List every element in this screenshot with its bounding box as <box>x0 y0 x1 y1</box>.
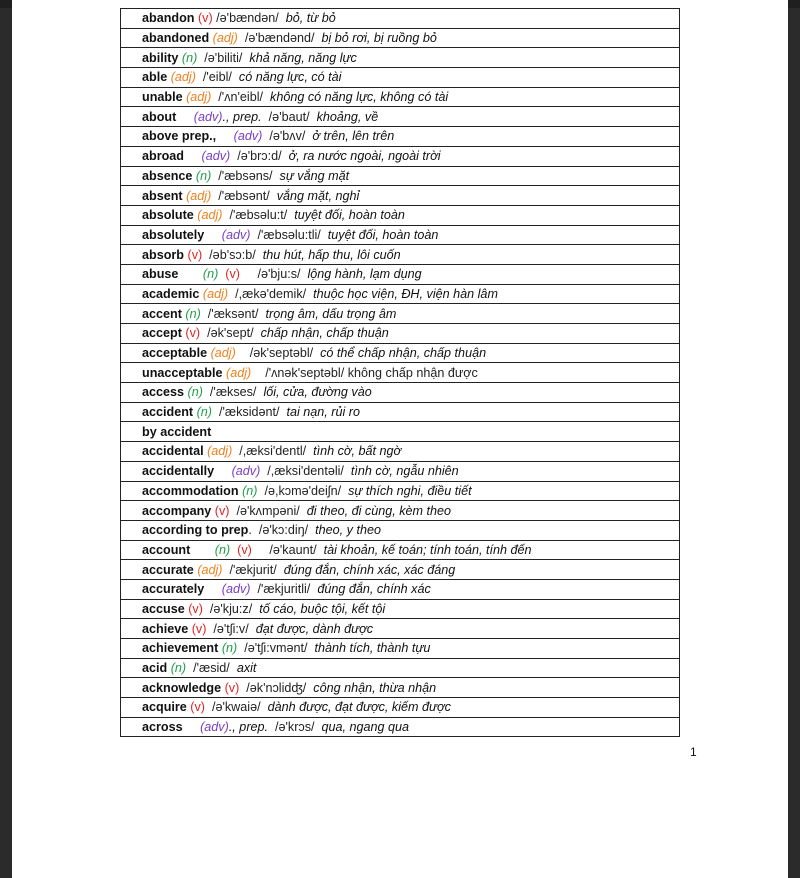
table-row <box>121 166 680 186</box>
meaning: đạt được, dành được <box>255 621 374 636</box>
table-row <box>121 9 680 29</box>
headword: about <box>142 109 180 124</box>
meaning: theo, y theo <box>315 523 381 538</box>
vocab-entry-cell <box>121 166 680 186</box>
pronunciation: /ə'brɔ:d/ <box>230 149 289 164</box>
headword: unacceptable <box>142 365 226 380</box>
pos-tag: (adv) <box>207 582 251 597</box>
meaning: tuyệt đối, hoàn toàn <box>327 227 439 242</box>
table-row <box>121 107 680 127</box>
page-number: 1 <box>690 745 697 759</box>
pronunciation: /'æsid/ <box>186 661 237 676</box>
headword: absorb <box>142 247 188 262</box>
pronunciation: /ə'kʌmpəni/ <box>229 503 307 518</box>
headword: accurate <box>142 562 198 577</box>
pronunciation: /ək'septəbl/ <box>235 346 321 361</box>
table-row <box>121 461 680 481</box>
meaning: đúng đắn, chính xác, xác đáng <box>283 562 456 577</box>
pronunciation: /'ækjuritli/ <box>250 582 318 597</box>
vocab-entry-cell <box>121 127 680 147</box>
meaning: bị bỏ rơi, bị ruồng bỏ <box>321 31 437 46</box>
pos-tag: (v) <box>188 601 203 616</box>
table-row <box>121 639 680 659</box>
table-row <box>121 264 680 284</box>
pronunciation: /'æksənt/ <box>200 306 266 321</box>
table-row <box>121 48 680 68</box>
vocab-entry-cell <box>121 383 680 403</box>
meaning: tố cáo, buộc tội, kết tội <box>259 601 386 616</box>
vocab-entry-cell <box>121 501 680 521</box>
table-row <box>121 540 680 560</box>
meaning: dành được, đạt được, kiếm được <box>267 700 451 715</box>
meaning: ở, ra nước ngoài, ngoài trời <box>288 149 441 164</box>
meaning: tai nạn, rủi ro <box>286 405 361 420</box>
pos-tag: (v) <box>224 680 240 695</box>
table-row <box>121 520 680 540</box>
pronunciation: /'ækses/ <box>202 385 264 400</box>
vocab-entry-cell <box>121 304 680 324</box>
meaning: trọng âm, dấu trọng âm <box>265 306 397 321</box>
pronunciation: /ə'bju:s/ <box>239 267 308 282</box>
pos-tag: (v) <box>185 326 201 341</box>
vocab-entry-cell <box>121 225 680 245</box>
headword: absence <box>142 168 196 183</box>
pos-tag: (adj) <box>186 188 212 203</box>
pronunciation: /'æbsəlu:t/ <box>222 208 295 223</box>
headword: abuse <box>142 267 182 282</box>
pos-tag: (v) <box>214 503 230 518</box>
table-row <box>121 28 680 48</box>
table-row <box>121 186 680 206</box>
table-row <box>121 698 680 718</box>
meaning: tuyệt đối, hoàn toàn <box>294 208 405 223</box>
vocab-entry-cell <box>121 9 680 29</box>
pronunciation: /'æbsəns/ <box>211 168 280 183</box>
vocab-entry-cell <box>121 402 680 422</box>
pronunciation: /,æksi'dentəli/ <box>260 464 351 479</box>
headword: able <box>142 70 171 85</box>
pos-tag: (n) <box>181 267 219 282</box>
meaning: sự vắng mặt <box>279 168 350 183</box>
headword: acquire <box>142 700 191 715</box>
meaning: công nhận, thừa nhận <box>313 680 437 695</box>
headword: access <box>142 385 188 400</box>
pos-tag: (adv) <box>186 720 229 735</box>
table-row <box>121 68 680 88</box>
pronunciation: /,ækə'demik/ <box>228 286 314 301</box>
pos-tag: (n) <box>185 306 201 321</box>
vocab-entry-cell <box>121 422 680 442</box>
pos-tag: (adv) <box>207 227 251 242</box>
headword: unable <box>142 90 187 105</box>
pos-tag: (adj) <box>202 286 229 301</box>
table-row <box>121 146 680 166</box>
headword: accidental <box>142 444 208 459</box>
table-row <box>121 324 680 344</box>
pos-tag: (adj) <box>197 562 223 577</box>
vocab-entry-cell <box>121 68 680 88</box>
pos-tag: (v) <box>197 11 213 26</box>
meaning: ., prep. <box>228 720 269 735</box>
vocab-entry-cell <box>121 540 680 560</box>
table-row <box>121 599 680 619</box>
headword: accept <box>142 326 186 341</box>
pronunciation: /ə'krɔs/ <box>268 720 322 735</box>
pos-tag: (adj) <box>226 365 252 380</box>
table-row <box>121 383 680 403</box>
headword: across <box>142 720 187 735</box>
pos-tag: (n) <box>187 385 203 400</box>
pos-tag: (n) <box>221 641 238 656</box>
headword: according to prep <box>142 523 249 538</box>
pos-tag: (adj) <box>212 31 238 46</box>
pos-tag: (adj) <box>207 444 233 459</box>
vocab-entry-cell <box>121 461 680 481</box>
vocab-entry-cell <box>121 619 680 639</box>
pos-tag: (v) <box>187 247 203 262</box>
meaning: tình cờ, bất ngờ <box>313 444 402 459</box>
pronunciation: /'ʌnək'septəbl/ <box>251 365 348 380</box>
headword: accuse <box>142 601 189 616</box>
headword: abroad <box>142 149 188 164</box>
headword: absent <box>142 188 187 203</box>
pos-tag: (n) <box>170 661 187 676</box>
meaning: có thể chấp nhận, chấp thuận <box>320 346 487 361</box>
meaning: sự thích nghi, điều tiết <box>348 483 472 498</box>
vocab-entry-cell <box>121 658 680 678</box>
meaning: không có năng lực, không có tài <box>270 90 449 105</box>
vocab-entry-cell <box>121 442 680 462</box>
pronunciation: /ə'kwaiə/ <box>204 700 268 715</box>
pos-tag: (adv) <box>219 129 263 144</box>
table-row <box>121 127 680 147</box>
pronunciation: /'ʌn'eibl/ <box>211 90 271 105</box>
headword: accent <box>142 306 186 321</box>
meaning: bỏ, từ bỏ <box>285 11 336 26</box>
pos-tag: (adj) <box>210 346 236 361</box>
pos-tag: (adj) <box>186 90 212 105</box>
pronunciation: /'æksidənt/ <box>212 405 287 420</box>
pos-tag: (n) <box>196 405 212 420</box>
pronunciation: /ə'bʌv/ <box>262 129 313 144</box>
pronunciation: /ək'sept/ <box>200 326 261 341</box>
pronunciation: /'æbsənt/ <box>211 188 277 203</box>
table-row <box>121 205 680 225</box>
headword: accompany <box>142 503 215 518</box>
pos-tag: (n) <box>193 542 231 557</box>
vocab-entry-cell <box>121 698 680 718</box>
meaning: ở trên, lên trên <box>312 129 395 144</box>
vocab-entry-cell <box>121 599 680 619</box>
pos-tag: (n) <box>195 168 212 183</box>
vocab-entry-cell <box>121 284 680 304</box>
pronunciation: /ək'nɔlidʤ/ <box>239 680 314 695</box>
pronunciation: /ə'kju:z/ <box>202 601 260 616</box>
meaning: thuộc học viện, ĐH, viện hàn lâm <box>313 286 498 301</box>
pos-tag: (n) <box>242 483 258 498</box>
meaning: ., prep. <box>222 109 262 124</box>
vocab-entry-cell <box>121 560 680 580</box>
headword: accidentally <box>142 464 218 479</box>
pronunciation: /'ækjurit/ <box>222 562 284 577</box>
headword: accommodation <box>142 483 243 498</box>
table-row <box>121 481 680 501</box>
vocab-entry-cell <box>121 245 680 265</box>
table-row <box>121 442 680 462</box>
table-row <box>121 87 680 107</box>
meaning: tài khoản, kế toán; tính toán, tính đến <box>323 542 532 557</box>
table-row <box>121 422 680 442</box>
meaning: lộng hành, lạm dụng <box>307 267 422 282</box>
meaning: có năng lực, có tài <box>238 70 342 85</box>
meaning: tình cờ, ngẫu nhiên <box>350 464 459 479</box>
pos-tag: (adv) <box>187 149 231 164</box>
pos-tag: (v) <box>190 700 205 715</box>
vocab-entry-cell <box>121 520 680 540</box>
pos-tag: (n) <box>181 50 198 65</box>
table-row <box>121 560 680 580</box>
headword: achieve <box>142 621 192 636</box>
meaning: khả năng, năng lực <box>249 50 357 65</box>
headword: acceptable <box>142 346 211 361</box>
headword: acid <box>142 661 171 676</box>
meaning: lối, cửa, đường vào <box>263 385 372 400</box>
vocab-entry-cell <box>121 87 680 107</box>
document-page <box>12 0 788 878</box>
vocab-entry-cell <box>121 363 680 383</box>
headword: acknowledge <box>142 680 225 695</box>
table-row <box>121 304 680 324</box>
headword: above prep., <box>142 129 220 144</box>
meaning: qua, ngang qua <box>321 720 410 735</box>
pronunciation: /ə'bændən/ <box>212 11 286 26</box>
table-row <box>121 363 680 383</box>
pronunciation: /'eibl/ <box>195 70 239 85</box>
vocab-entry-cell <box>121 481 680 501</box>
meaning: axit <box>236 661 257 676</box>
vocab-entry-cell <box>121 28 680 48</box>
pos-tag: (v) <box>191 621 207 636</box>
meaning: đi theo, đi cùng, kèm theo <box>306 503 452 518</box>
headword: abandon <box>142 11 198 26</box>
table-row <box>121 619 680 639</box>
headword: account <box>142 542 194 557</box>
table-row <box>121 343 680 363</box>
table-row <box>121 678 680 698</box>
pronunciation: . /ə'kɔ:diŋ/ <box>248 523 316 538</box>
headword: abandoned <box>142 31 213 46</box>
table-row <box>121 501 680 521</box>
headword: absolute <box>142 208 198 223</box>
headword: ability <box>142 50 182 65</box>
table-row <box>121 717 680 737</box>
headword: by accident <box>142 424 212 439</box>
headword: absolutely <box>142 227 208 242</box>
vocab-entry-cell <box>121 639 680 659</box>
table-row <box>121 402 680 422</box>
vocab-entry-cell <box>121 678 680 698</box>
meaning: thành tích, thành tựu <box>314 641 431 656</box>
pronunciation: /əb'sɔ:b/ <box>202 247 263 262</box>
pos-tag: (v) <box>230 542 252 557</box>
vocab-entry-cell <box>121 579 680 599</box>
pos-tag: (adj) <box>170 70 196 85</box>
headword: achievement <box>142 641 222 656</box>
vocab-entry-cell <box>121 264 680 284</box>
meaning: chấp nhận, chấp thuận <box>260 326 389 341</box>
pronunciation: /ə'bændənd/ <box>237 31 322 46</box>
vocab-entry-cell <box>121 107 680 127</box>
meaning: khoảng, về <box>316 109 379 124</box>
meaning: vắng mặt, nghỉ <box>276 188 360 203</box>
table-row <box>121 245 680 265</box>
vocab-entry-cell <box>121 324 680 344</box>
vocab-entry-cell <box>121 717 680 737</box>
pronunciation: /ə,kɔmə'deiʃn/ <box>257 483 349 498</box>
headword: accident <box>142 405 197 420</box>
table-row <box>121 658 680 678</box>
pos-tag: (adj) <box>197 208 223 223</box>
vocab-entry-cell <box>121 343 680 363</box>
pronunciation: /ə'kaunt/ <box>251 542 324 557</box>
vocab-entry-cell <box>121 48 680 68</box>
vocab-entry-cell <box>121 186 680 206</box>
meaning: thu hút, hấp thu, lôi cuốn <box>262 247 401 262</box>
table-row <box>121 284 680 304</box>
pronunciation: không chấp nhận được <box>347 365 478 380</box>
pos-tag: (adv) <box>179 109 223 124</box>
pronunciation: /ə'baut/ <box>261 109 317 124</box>
pronunciation: /ə'biliti/ <box>197 50 250 65</box>
pronunciation: /ə'tʃi:vmənt/ <box>237 641 315 656</box>
pos-tag: (v) <box>218 267 240 282</box>
pos-tag: (adv) <box>217 464 261 479</box>
vocab-entry-cell <box>121 205 680 225</box>
headword: accurately <box>142 582 208 597</box>
table-row <box>121 225 680 245</box>
table-row <box>121 579 680 599</box>
pronunciation: /ə'tʃi:v/ <box>206 621 256 636</box>
pronunciation: /'æbsəlu:tli/ <box>250 227 328 242</box>
meaning: đúng đắn, chính xác <box>317 582 431 597</box>
vocab-entry-cell <box>121 146 680 166</box>
headword: academic <box>142 286 203 301</box>
vocabulary-table <box>120 8 680 737</box>
pronunciation: /,æksi'dentl/ <box>232 444 314 459</box>
